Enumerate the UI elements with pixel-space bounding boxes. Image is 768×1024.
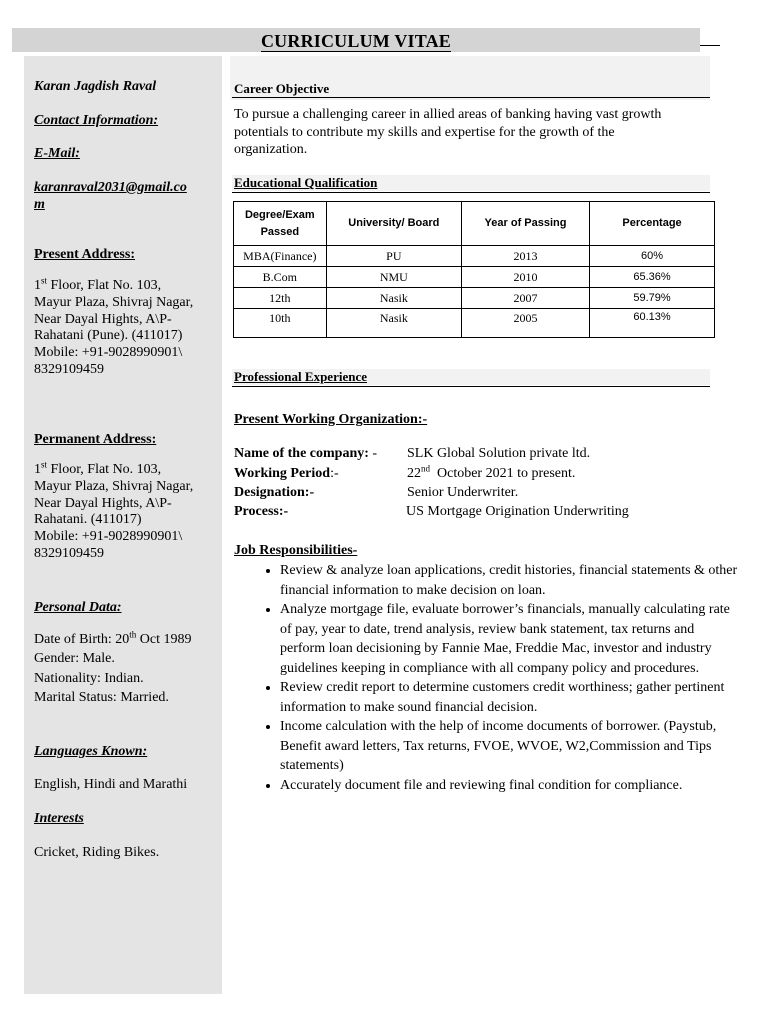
edu-rule [232,192,710,193]
table-row: 12th Nasik 2007 59.79% [234,288,715,309]
permanent-address: 1st Floor, Flat No. 103, Mayur Plaza, Shivraj Nagar, Near Dayal Hights, A\P- Rahatani. (411017) Mobile: +91-9028990901\ 8329109459 [34,459,194,561]
title-rule [700,45,720,46]
document-title: CURRICULUM VITAE [260,31,452,51]
present-org-heading: Present Working Organization:- [234,412,428,427]
edu-heading: Educational Qualification [234,175,378,190]
interests-text: Cricket, Riding Bikes. [34,845,160,860]
period-label: Working Period:- [234,466,339,481]
company-value: SLK Global Solution private ltd. [407,446,591,461]
col-degree: Degree/Exam Passed [234,202,327,246]
education-table [233,201,715,338]
table-row: 10th Nasik 2005 60.13% [234,309,715,338]
list-item: • Review credit report to determine customers credit worthiness; gather pertinent information to make sound financial decision. [280,678,740,717]
col-percentage: Percentage [590,202,715,246]
contact-heading: Contact Information: [34,113,159,128]
interests-heading: Interests [34,811,84,826]
process-label: Process:- [234,504,289,519]
company-label: Name of the company: - [234,446,378,461]
email-heading: E-Mail: [34,146,80,161]
career-rule [232,97,710,98]
designation-label: Designation:- [234,485,315,500]
present-address: 1st Floor, Flat No. 103, Mayur Plaza, Shivraj Nagar, Near Dayal Hights, A\P- Rahatani (Pune). (411017) Mobile: +91-9028990901\ 8329109459 [34,275,194,377]
list-item: • Accurately document file and reviewing final condition for compliance. [280,776,740,796]
email-address[interactable]: karanraval2031@gmail.co m [34,180,187,212]
prof-rule [232,386,710,387]
designation-value: Senior Underwriter. [407,485,519,500]
present-address-heading: Present Address: [34,247,135,262]
list-item: • Analyze mortgage file, evaluate borrower’s financials, manually calculating rate of pay, year to date, trend analysis, review bank statement, tax returns and perform loan decisioning by Fannie Mae, Freddie Mac, investor and industry guidelines keeping in compliance with all company policy and procedures. [280,600,740,678]
table-row: B.Com NMU 2010 65.36% [234,267,715,288]
table-header-row [234,202,715,246]
list-item: • Income calculation with the help of income documents of borrower. (Paystub, Benefit award letters, Tax returns, FVOE, WVOE, W2,Commission and Tips statements) [280,717,740,776]
list-item: • Review & analyze loan applications, credit histories, financial statements & other financial information to make decision on loan. [280,561,740,600]
table-row: MBA(Finance) PU 2013 60% [234,246,715,267]
period-value: 22nd October 2021 to present. [407,463,576,481]
col-year: Year of Passing [462,202,590,246]
candidate-name: Karan Jagdish Raval [34,79,157,94]
responsibilities-list [254,561,740,795]
process-value: US Mortgage Origination Underwriting [406,504,629,519]
permanent-address-heading: Permanent Address: [34,432,157,447]
career-objective-heading: Career Objective [234,80,544,98]
col-university: University/ Board [326,202,461,246]
professional-experience-heading: Professional Experience [234,369,367,384]
career-objective-text: To pursue a challenging career in allied areas of banking having vast growth potentials to contribute my skills and expertise for the growth of the organization. [234,107,662,157]
languages-text: English, Hindi and Marathi [34,777,188,792]
languages-heading: Languages Known: [34,744,148,759]
personal-data: Date of Birth: 20th Oct 1989 Gender: Male. Nationality: Indian. Marital Status: Married. [34,629,192,705]
personal-data-heading: Personal Data: [34,600,122,615]
job-responsibilities-heading: Job Responsibilities- [234,543,358,558]
